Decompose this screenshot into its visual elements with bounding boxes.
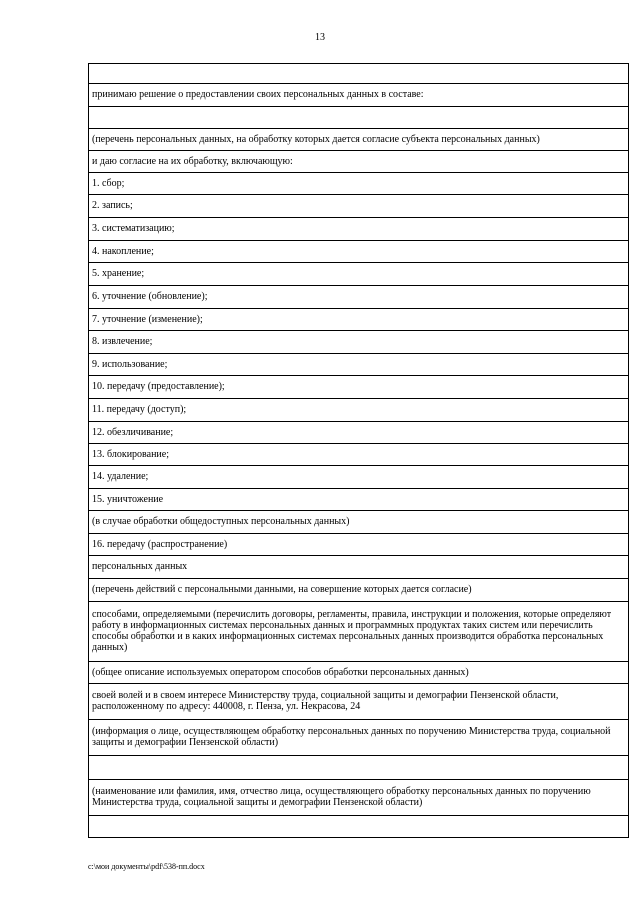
table-row: [89, 195, 629, 218]
table-row: [89, 241, 629, 263]
form-cell-text: 6. уточнение (обновление);: [89, 286, 629, 309]
table-row: [89, 331, 629, 354]
form-cell-text: своей волей и в своем интересе Министерству труда, социальной защиты и демографии Пензенской области, расположенному по адресу: 440008, г. Пенза, ул. Некрасова, 24: [89, 684, 629, 720]
table-row: [89, 107, 629, 129]
form-cell-text: 16. передачу (распространение): [89, 534, 629, 556]
table-row: [89, 173, 629, 195]
table-row: [89, 466, 629, 489]
table-row: [89, 444, 629, 466]
form-cell-text: 9. использование;: [89, 354, 629, 376]
form-cell-text: 2. запись;: [89, 195, 629, 218]
form-cell-text: 8. извлечение;: [89, 331, 629, 354]
form-cell-blank: [89, 107, 629, 129]
table-row: [89, 756, 629, 780]
table-row: [89, 64, 629, 84]
page-number: 13: [315, 32, 325, 43]
consent-form-table: [88, 63, 629, 838]
table-row: [89, 579, 629, 602]
table-row: [89, 263, 629, 286]
form-cell-text: 4. накопление;: [89, 241, 629, 263]
table-row: [89, 534, 629, 556]
form-cell-blank: [89, 64, 629, 84]
table-row: [89, 720, 629, 756]
table-row: [89, 602, 629, 662]
form-cell-text: 10. передачу (предоставление);: [89, 376, 629, 399]
form-cell-text: 3. систематизацию;: [89, 218, 629, 241]
form-cell-text: персональных данных: [89, 556, 629, 579]
form-cell-text: (перечень действий с персональными данными, на совершение которых дается согласие): [89, 579, 629, 602]
form-cell-text: 12. обезличивание;: [89, 422, 629, 444]
table-row: [89, 399, 629, 422]
table-row: [89, 422, 629, 444]
form-cell-text: принимаю решение о предоставлении своих персональных данных в составе:: [89, 84, 629, 107]
footer-file-path: c:\мои документы\pdf\538-пп.docx: [88, 862, 205, 871]
form-cell-text: 7. уточнение (изменение);: [89, 309, 629, 331]
table-row: [89, 684, 629, 720]
form-cell-text: (перечень персональных данных, на обработку которых дается согласие субъекта персональных данных): [89, 129, 629, 151]
form-cell-text: (информация о лице, осуществляющем обработку персональных данных по поручению Министерства труда, социальной защиты и демографии Пензенской области): [89, 720, 629, 756]
form-cell-blank: [89, 756, 629, 780]
form-cell-text: 11. передачу (доступ);: [89, 399, 629, 422]
form-cell-text: 14. удаление;: [89, 466, 629, 489]
table-row: [89, 489, 629, 511]
form-cell-text: (общее описание используемых оператором способов обработки персональных данных): [89, 662, 629, 684]
form-cell-text: способами, определяемыми (перечислить договоры, регламенты, правила, инструкции и положения, которые определяют работу в информационных системах персональных данных и программных продуктах таких систем или перечислить способы обработки и в каких информационных системах персональных данных производится обработка персональных данных): [89, 602, 629, 662]
table-row: [89, 556, 629, 579]
table-row: [89, 286, 629, 309]
table-row: [89, 662, 629, 684]
table-row: [89, 780, 629, 816]
table-row: [89, 129, 629, 151]
table-row: [89, 816, 629, 838]
consent-form-body: [89, 64, 629, 838]
form-cell-text: 1. сбор;: [89, 173, 629, 195]
table-row: [89, 218, 629, 241]
form-cell-text: 13. блокирование;: [89, 444, 629, 466]
table-row: [89, 376, 629, 399]
table-row: [89, 354, 629, 376]
form-cell-blank: [89, 816, 629, 838]
table-row: [89, 151, 629, 173]
table-row: [89, 309, 629, 331]
form-cell-text: 15. уничтожение: [89, 489, 629, 511]
table-row: [89, 84, 629, 107]
form-cell-text: 5. хранение;: [89, 263, 629, 286]
form-cell-text: (наименование или фамилия, имя, отчество лица, осуществляющего обработку персональных данных по поручению Министерства труда, социальной защиты и демографии Пензенской области): [89, 780, 629, 816]
form-cell-text: (в случае обработки общедоступных персональных данных): [89, 511, 629, 534]
form-cell-text: и даю согласие на их обработку, включающую:: [89, 151, 629, 173]
table-row: [89, 511, 629, 534]
